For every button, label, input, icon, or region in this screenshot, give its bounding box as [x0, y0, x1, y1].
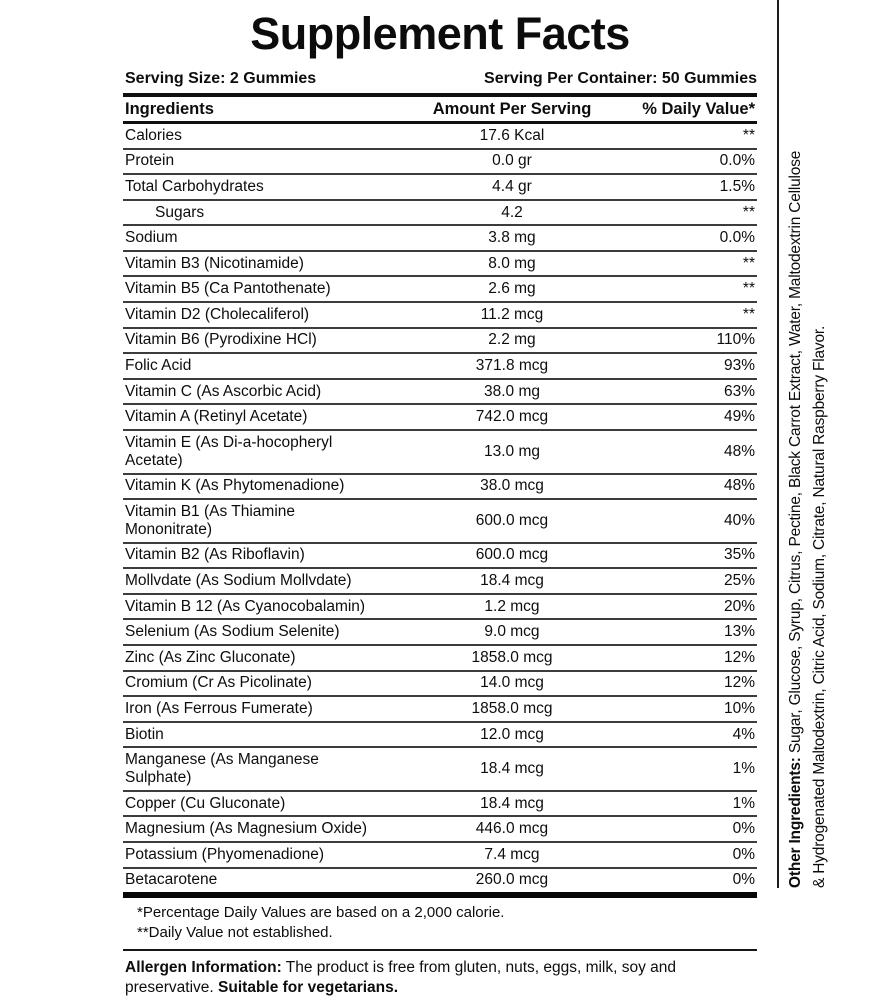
ingredient-daily-value: **: [742, 203, 755, 221]
header-amount-per-serving: Amount Per Serving: [432, 99, 592, 118]
ingredient-daily-value: 63%: [723, 382, 755, 400]
ingredient-amount: 14.0 mcg: [480, 674, 544, 692]
ingredient-daily-value: 35%: [723, 546, 755, 564]
table-row: [123, 817, 757, 843]
ingredient-name: Vitamin K (As Phytomenadione): [125, 477, 345, 495]
ingredient-daily-value: **: [742, 280, 755, 298]
table-row: [123, 569, 757, 595]
allergen-info: [123, 951, 757, 998]
table-row: [123, 124, 757, 150]
ingredient-daily-value: 25%: [723, 572, 755, 590]
table-row: [123, 329, 757, 355]
ingredient-daily-value: **: [742, 126, 755, 144]
ingredient-amount: 18.4 mcg: [480, 794, 544, 812]
ingredient-daily-value: **: [742, 305, 755, 323]
header-daily-value: % Daily Value*: [642, 99, 755, 118]
ingredient-name: Total Carbohydrates: [125, 177, 264, 195]
table-row: [123, 354, 757, 380]
ingredient-amount: 3.8 mg: [488, 229, 536, 247]
ingredient-name: Manganese (As Manganese Sulphate): [125, 751, 319, 787]
allergen-vegetarian-text: Suitable for vegetarians.: [218, 979, 399, 996]
ingredient-amount: 13.0 mg: [483, 442, 540, 460]
table-row: [123, 544, 757, 570]
ingredient-amount: 9.0 mcg: [484, 623, 540, 641]
ingredient-amount: 742.0 mcg: [475, 408, 549, 426]
ingredient-daily-value: 1%: [732, 760, 755, 778]
table-row: [123, 226, 757, 252]
ingredient-daily-value: 93%: [723, 356, 755, 374]
ingredient-daily-value: 13%: [723, 623, 755, 641]
table-row: [123, 843, 757, 869]
ingredient-name: Mollvdate (As Sodium Mollvdate): [125, 572, 352, 590]
ingredient-name: Vitamin B1 (As Thiamine Mononitrate): [125, 502, 296, 538]
ingredient-name: Cromium (Cr As Picolinate): [125, 674, 312, 692]
ingredient-daily-value: 20%: [723, 597, 755, 615]
ingredient-name: Vitamin B 12 (As Cyanocobalamin): [125, 597, 366, 615]
ingredient-amount: 260.0 mcg: [475, 871, 549, 889]
table-row: [123, 252, 757, 278]
ingredient-daily-value: 10%: [723, 699, 755, 717]
table-row: [123, 697, 757, 723]
ingredient-name: Zinc (As Zinc Gluconate): [125, 648, 296, 666]
ingredient-daily-value: 12%: [723, 648, 755, 666]
table-row: [123, 175, 757, 201]
ingredient-amount: 38.0 mg: [483, 382, 540, 400]
table-row: [123, 869, 757, 893]
serving-size-text: Serving Size: 2 Gummies: [125, 70, 317, 87]
table-header-row: [123, 97, 757, 124]
ingredient-amount: 2.6 mg: [488, 280, 536, 298]
ingredient-amount: 17.6 Kcal: [479, 126, 545, 144]
allergen-text: The product is free from gluten, nuts, eggs, milk, soy and preservative.: [125, 959, 677, 996]
table-row: [123, 500, 757, 544]
ingredient-name: Selenium (As Sodium Selenite): [125, 623, 340, 641]
ingredient-amount: 4.4 gr: [492, 177, 532, 195]
table-row: [123, 595, 757, 621]
table-row: [123, 475, 757, 501]
other-ingredients-line2: & Hydrogenated Maltodextrin, Citric Acid, Sodium, Citrate, Natural Raspberry Flavor.: [811, 325, 828, 888]
ingredient-daily-value: 4%: [732, 725, 755, 743]
header-ingredients: Ingredients: [125, 99, 214, 118]
table-row: [123, 150, 757, 176]
ingredient-name: Potassium (Phyomenadione): [125, 845, 325, 863]
ingredient-daily-value: 1.5%: [719, 177, 755, 195]
ingredient-amount: 4.2: [501, 203, 523, 221]
ingredient-daily-value: 49%: [723, 408, 755, 426]
ingredient-name: Copper (Cu Gluconate): [125, 794, 286, 812]
ingredient-amount: 18.4 mcg: [480, 760, 544, 778]
ingredient-name: Betacarotene: [125, 871, 218, 889]
footnote-not-established: **Daily Value not established.: [137, 923, 333, 941]
ingredient-amount: 11.2 mcg: [480, 305, 544, 323]
ingredient-name: Calories: [125, 126, 182, 144]
ingredient-daily-value: 0.0%: [719, 229, 755, 247]
ingredient-daily-value: 0%: [732, 845, 755, 863]
ingredient-amount: 7.4 mcg: [484, 845, 540, 863]
ingredient-name: Vitamin B6 (Pyrodixine HCl): [125, 331, 317, 349]
ingredient-name: Vitamin D2 (Cholecaliferol): [125, 305, 310, 323]
ingredient-amount: 12.0 mcg: [480, 725, 544, 743]
ingredient-name: Sugars: [155, 203, 205, 221]
allergen-label: Allergen Information:: [125, 959, 282, 976]
ingredient-daily-value: 0%: [732, 820, 755, 838]
ingredient-amount: 1.2 mcg: [484, 597, 540, 615]
ingredient-name: Magnesium (As Magnesium Oxide): [125, 820, 368, 838]
ingredient-name: Vitamin B5 (Ca Pantothenate): [125, 280, 331, 298]
ingredient-amount: 600.0 mcg: [475, 511, 549, 529]
table-row: [123, 431, 757, 475]
ingredient-daily-value: 110%: [716, 331, 755, 349]
ingredient-name: Vitamin B2 (As Riboflavin): [125, 546, 305, 564]
ingredient-daily-value: 40%: [723, 511, 755, 529]
other-ingredients-line1: Other Ingredients: Sugar, Glucose, Syrup, Citrus, Pectine, Black Carrot Extract, Water, Maltodextrin Cellulose: [787, 150, 804, 888]
ingredient-name: Protein: [125, 152, 175, 170]
table-row: [123, 748, 757, 792]
ingredient-name: Vitamin B3 (Nicotinamide): [125, 254, 304, 272]
ingredient-amount: 8.0 mg: [488, 254, 536, 272]
other-ingredients-label: Other Ingredients:: [787, 757, 804, 888]
ingredient-daily-value: 0.0%: [719, 152, 755, 170]
ingredient-amount: 0.0 gr: [492, 152, 532, 170]
ingredient-daily-value: 1%: [732, 794, 755, 812]
table-row: [123, 405, 757, 431]
ingredient-amount: 38.0 mcg: [480, 477, 544, 495]
table-row: [123, 723, 757, 749]
ingredient-daily-value: 12%: [723, 674, 755, 692]
facts-rows: [123, 124, 757, 892]
ingredient-daily-value: 48%: [723, 442, 755, 460]
ingredient-name: Vitamin E (As Di-a-hocopheryl Acetate): [125, 433, 333, 469]
ingredient-name: Iron (As Ferrous Fumerate): [125, 699, 313, 717]
serving-per-container-text: Serving Per Container: 50 Gummies: [484, 70, 757, 87]
table-row: [123, 792, 757, 818]
ingredient-amount: 1858.0 mcg: [471, 648, 553, 666]
footnote-daily-values: *Percentage Daily Values are based on a 2,000 calorie.: [137, 904, 505, 921]
serving-info-row: [123, 64, 757, 93]
table-row: [123, 380, 757, 406]
ingredient-amount: 1858.0 mcg: [471, 699, 553, 717]
ingredient-name: Vitamin C (As Ascorbic Acid): [125, 382, 322, 400]
page-title: Supplement Facts: [250, 8, 630, 59]
ingredient-daily-value: **: [742, 254, 755, 272]
facts-panel: [123, 0, 757, 998]
ingredient-amount: 2.2 mg: [488, 331, 536, 349]
ingredient-name: Folic Acid: [125, 356, 192, 374]
ingredient-amount: 446.0 mcg: [475, 820, 549, 838]
table-row: [123, 672, 757, 698]
footnotes: [123, 898, 757, 949]
ingredient-amount: 371.8 mcg: [475, 356, 549, 374]
divider-vertical: [777, 0, 779, 888]
ingredient-daily-value: 0%: [732, 871, 755, 889]
table-row: [123, 201, 757, 227]
other-ingredients-block: [784, 88, 836, 888]
ingredient-amount: 600.0 mcg: [475, 546, 549, 564]
ingredient-name: Sodium: [125, 229, 178, 247]
other-ingredients-text: [784, 88, 836, 888]
ingredient-amount: 18.4 mcg: [480, 572, 544, 590]
ingredient-daily-value: 48%: [723, 477, 755, 495]
ingredient-name: Vitamin A (Retinyl Acetate): [125, 408, 308, 426]
table-row: [123, 646, 757, 672]
table-row: [123, 620, 757, 646]
ingredient-name: Biotin: [125, 725, 164, 743]
table-row: [123, 277, 757, 303]
table-row: [123, 303, 757, 329]
